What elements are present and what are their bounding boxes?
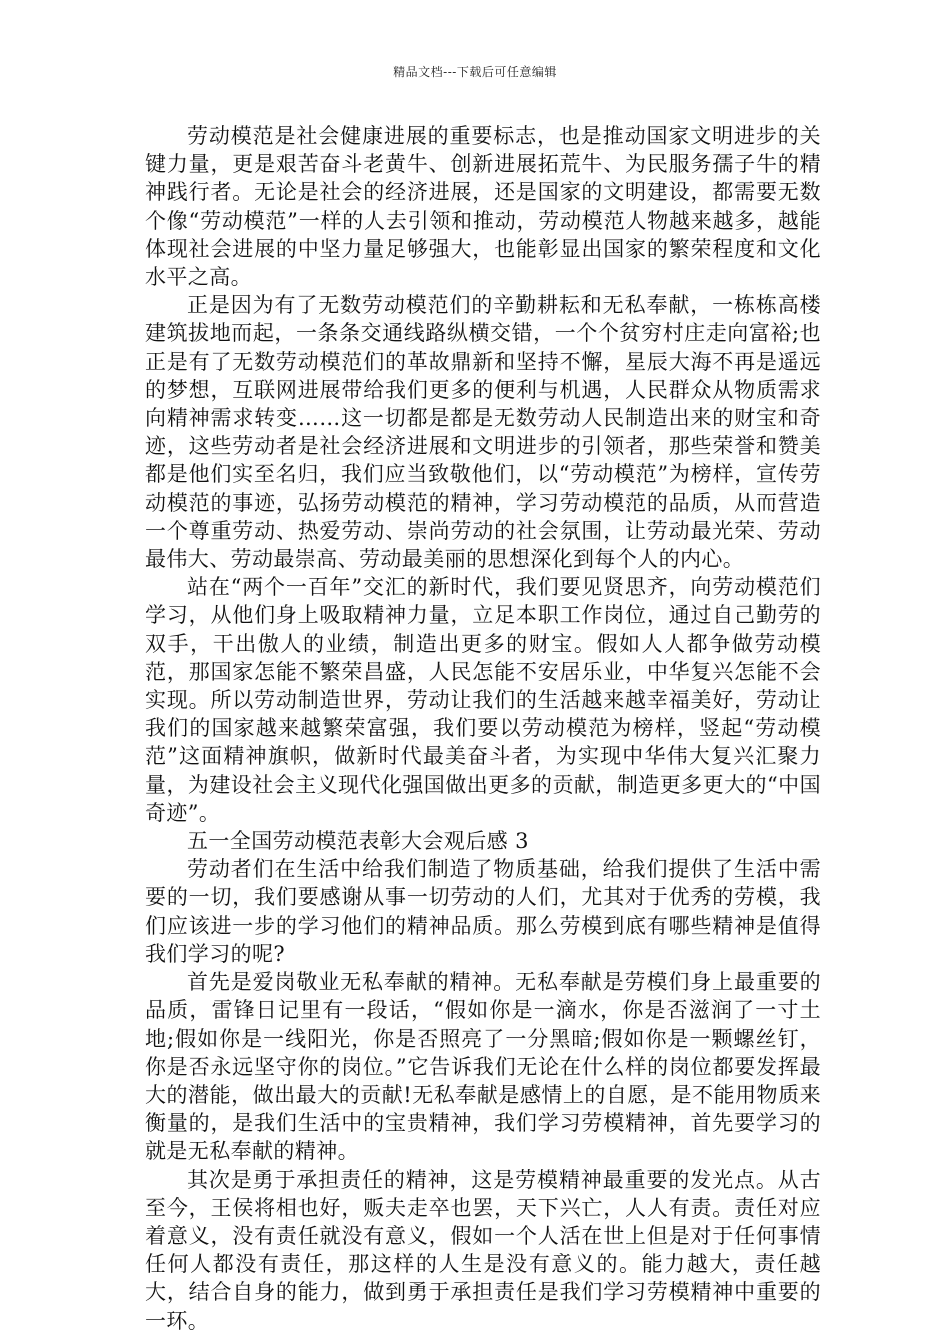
document-body [145, 122, 821, 1335]
page-header: 精品文档---下载后可任意编辑 [393, 65, 557, 79]
paragraph-3: 站在“两个一百年”交汇的新时代，我们要见贤思齐，向劳动模范们学习，从他们身上吸取精神力量，立足本职工作岗位，通过自己勤劳的双手，干出傲人的业绩，制造出更多的财宝。假如人人都争做劳动模范，那国家怎能不繁荣昌盛，人民怎能不安居乐业，中华复兴怎能不会实现。所以劳动制造世界，劳动让我们的生活越来越幸福美好，劳动让我们的国家越来越繁荣富强，我们要以劳动模范为榜样，竖起“劳动模范”这面精神旗帜，做新时代最美奋斗者，为实现中华伟大复兴汇聚力量，为建设社会主义现代化强国做出更多的贡献，制造更多更大的“中国奇迹”。 [145, 575, 821, 825]
section-paragraph-2: 首先是爱岗敬业无私奉献的精神。无私奉献是劳模们身上最重要的品质，雷锋日记里有一段话，“假如你是一滴水，你是否滋润了一寸土地;假如你是一线阳光，你是否照亮了一分黑暗;假如你是一颗螺丝钉，你是否永远坚守你的岗位。”它告诉我们无论在什么样的岗位都要发挥最大的潜能，做出最大的贡献!无私奉献是感情上的自愿，是不能用物质来衡量的，是我们生活中的宝贵精神，我们学习劳模精神，首先要学习的就是无私奉献的精神。 [145, 970, 821, 1164]
paragraph-1: 劳动模范是社会健康进展的重要标志，也是推动国家文明进步的关键力量，更是艰苦奋斗老黄牛、创新进展拓荒牛、为民服务孺子牛的精神践行者。无论是社会的经济进展，还是国家的文明建设，都需要无数个像“劳动模范”一样的人去引领和推动，劳动模范人物越来越多，越能体现社会进展的中坚力量足够强大，也能彰显出国家的繁荣程度和文化水平之高。 [145, 124, 821, 290]
section-title: 五一全国劳动模范表彰大会观后感 3 [187, 829, 529, 854]
section-paragraph-3: 其次是勇于承担责任的精神，这是劳模精神最重要的发光点。从古至今，王侯将相也好，贩夫走卒也罢，天下兴亡，人人有责。责任对应着意义，没有责任就没有意义，假如一个人活在世上但是对于任何事情任何人都没有责任，那这样的人生是没有意义的。能力越大，责任越大，结合自身的能力，做到勇于承担责任是我们学习劳模精神中重要的一环。 [145, 1167, 821, 1333]
paragraph-2: 正是因为有了无数劳动模范们的辛勤耕耘和无私奉献，一栋栋高楼建筑拔地而起，一条条交通线路纵横交错，一个个贫穷村庄走向富裕;也正是有了无数劳动模范们的革故鼎新和坚持不懈，星辰大海不再是遥远的梦想，互联网进展带给我们更多的便利与机遇，人民群众从物质需求向精神需求转变……这一切都是都是无数劳动人民制造出来的财宝和奇迹，这些劳动者是社会经济进展和文明进步的引领者，那些荣誉和赞美都是他们实至名归，我们应当致敬他们，以“劳动模范”为榜样，宣传劳动模范的事迹，弘扬劳动模范的精神，学习劳动模范的品质，从而营造一个尊重劳动、热爱劳动、崇尚劳动的社会氛围，让劳动最光荣、劳动最伟大、劳动最崇高、劳动最美丽的思想深化到每个人的内心。 [145, 293, 821, 572]
section-paragraph-1: 劳动者们在生活中给我们制造了物质基础，给我们提供了生活中需要的一切，我们要感谢从事一切劳动的人们，尤其对于优秀的劳模，我们应该进一步的学习他们的精神品质。那么劳模到底有哪些精神是值得我们学习的呢? [145, 857, 821, 966]
